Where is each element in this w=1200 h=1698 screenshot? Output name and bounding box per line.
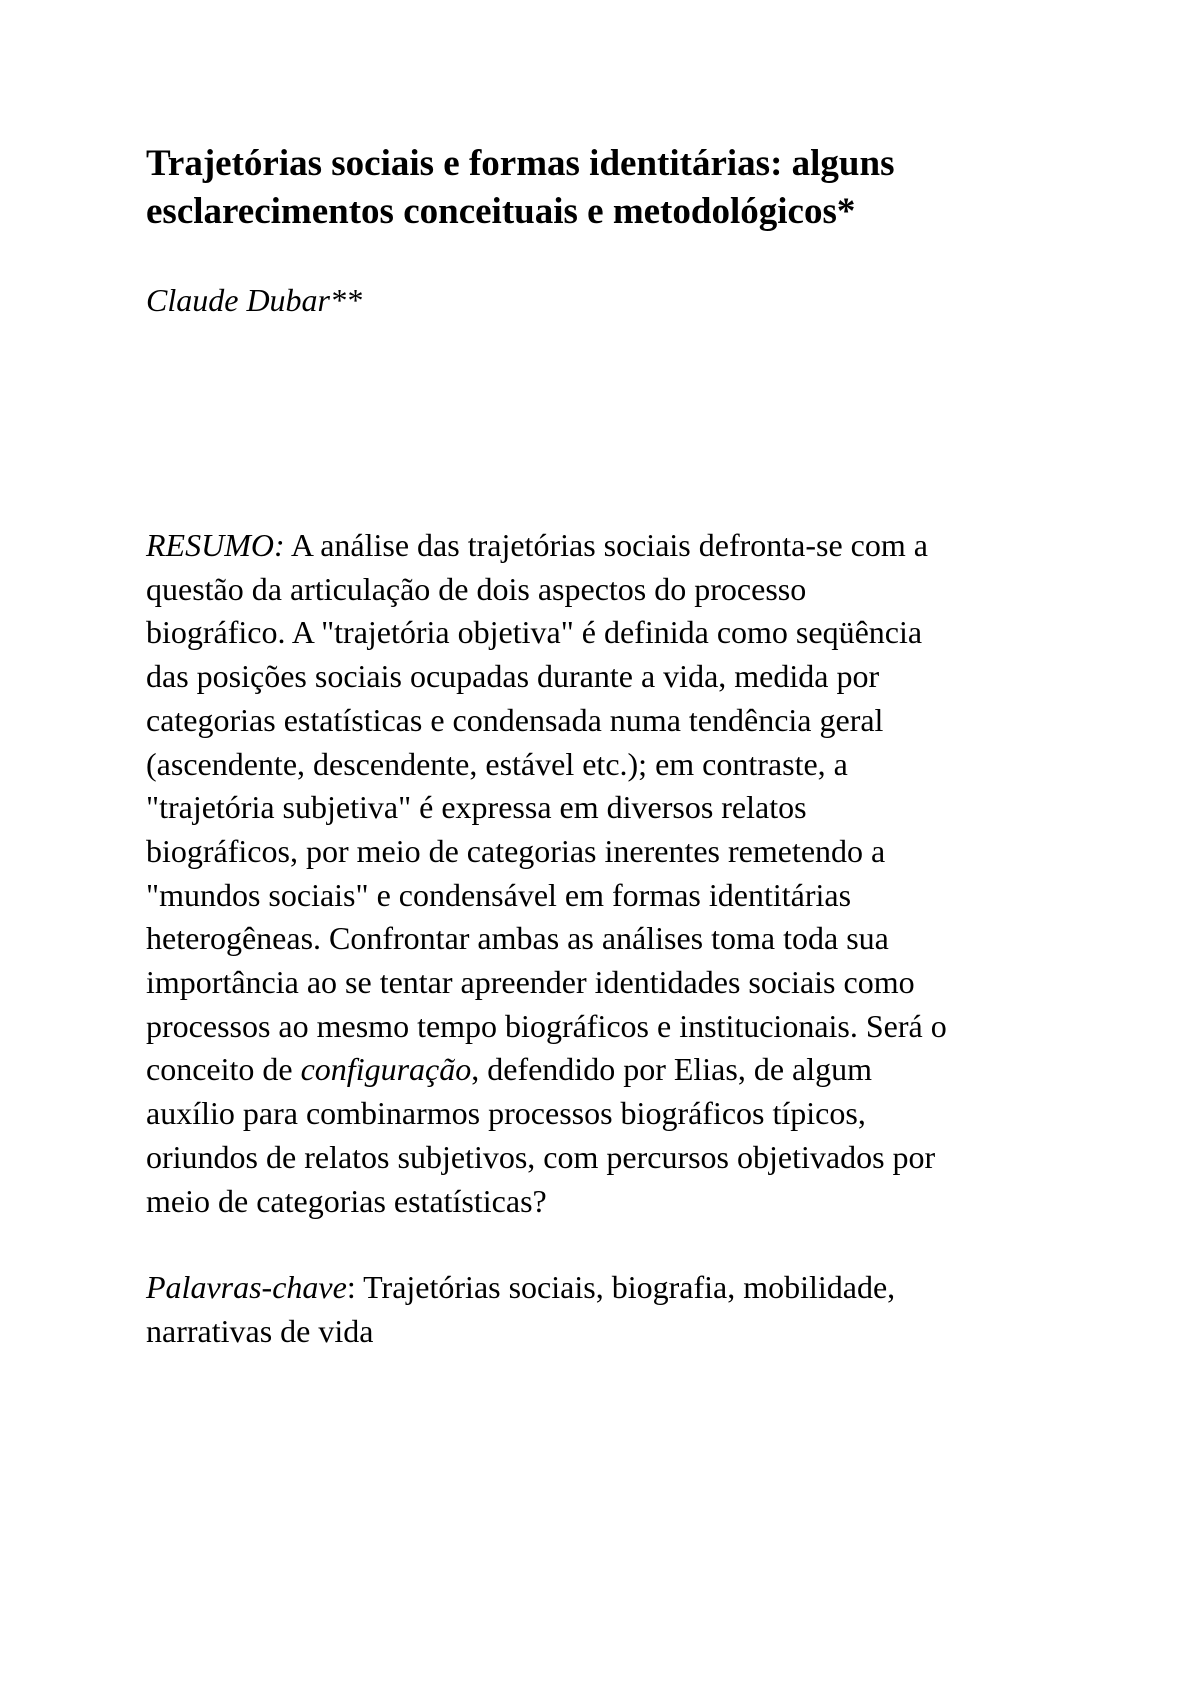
abstract-line: das posições sociais ocupadas durante a vida, medida por <box>146 658 880 695</box>
abstract-paragraph <box>146 524 1146 1223</box>
abstract-label: RESUMO: <box>146 527 285 563</box>
keywords-paragraph <box>146 1266 1146 1353</box>
abstract-emphasis: configuração <box>300 1051 472 1088</box>
title-line: esclarecimentos conceituais e metodológicos* <box>146 191 856 232</box>
keywords-label: Palavras-chave <box>146 1269 347 1305</box>
abstract-line: oriundos de relatos subjetivos, com percursos objetivados por <box>146 1138 936 1175</box>
abstract-text: conceito de <box>146 1051 301 1088</box>
title-line: Trajetórias sociais e formas identitárias: alguns <box>146 143 895 184</box>
abstract-line: questão da articulação de dois aspectos do processo <box>146 570 807 607</box>
abstract-line <box>146 524 1146 568</box>
abstract-line: categorias estatísticas e condensada numa tendência geral <box>146 701 884 738</box>
abstract-text: , defendido por Elias, de algum <box>471 1051 873 1088</box>
abstract-line: "trajetória subjetiva" é expressa em diversos relatos <box>146 789 807 826</box>
abstract-line: meio de categorias estatísticas? <box>146 1182 547 1219</box>
abstract-line: "mundos sociais" e condensável em formas identitárias <box>146 876 852 913</box>
abstract-line: processos ao mesmo tempo biográficos e institucionais. Será o <box>146 1007 947 1044</box>
abstract-line: biográfico. A "trajetória objetiva" é definida como seqüência <box>146 614 923 651</box>
author-name: Claude Dubar** <box>146 282 362 318</box>
abstract-line: (ascendente, descendente, estável etc.); em contraste, a <box>146 745 848 782</box>
abstract-line <box>146 1048 1146 1092</box>
keywords-line <box>146 1266 1146 1310</box>
abstract-line: auxílio para combinarmos processos biográficos típicos, <box>146 1095 866 1132</box>
keywords-text: : Trajetórias sociais, biografia, mobilidade, <box>346 1269 896 1305</box>
keywords-line: narrativas de vida <box>146 1312 374 1349</box>
abstract-line: biográficos, por meio de categorias inerentes remetendo a <box>146 832 886 869</box>
abstract-line: importância ao se tentar apreender identidades sociais como <box>146 964 915 1001</box>
abstract-line: heterogêneas. Confrontar ambas as análises toma toda sua <box>146 920 889 957</box>
abstract-text: A análise das trajetórias sociais defronta-se com a <box>284 527 928 563</box>
article-title <box>146 140 1106 236</box>
